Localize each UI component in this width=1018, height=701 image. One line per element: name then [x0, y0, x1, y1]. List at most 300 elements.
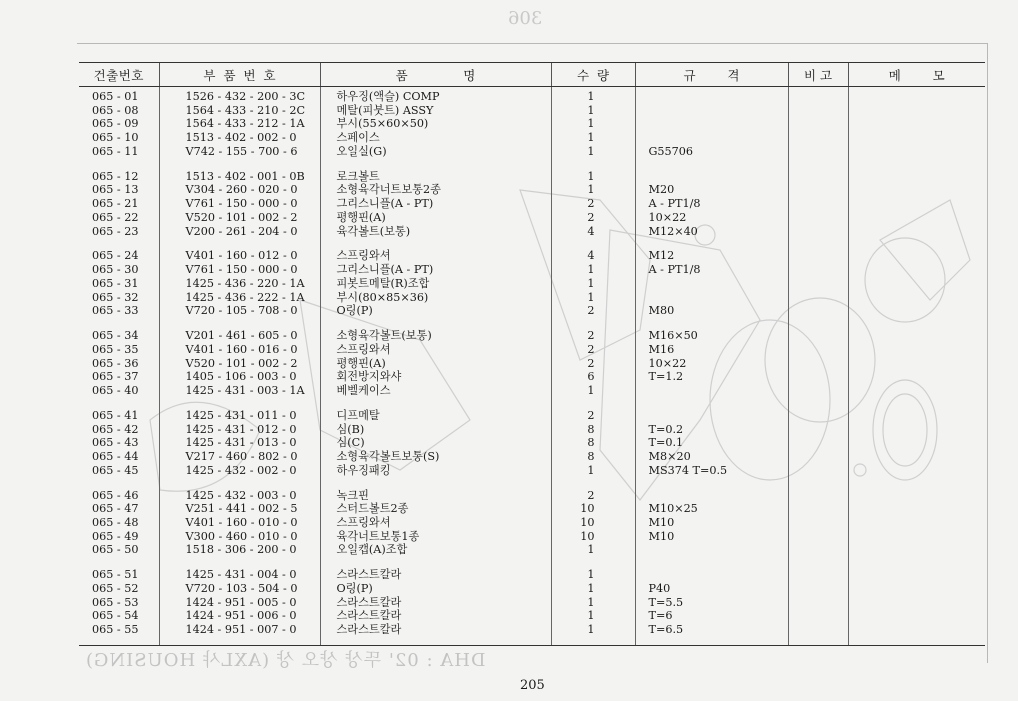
cell-quantity: 2 — [551, 329, 635, 343]
cell-spec — [635, 489, 788, 503]
table-row — [79, 384, 985, 398]
cell-spec: M8×20 — [635, 450, 788, 464]
cell-part-seq: 065 - 30 — [92, 263, 139, 277]
cell-quantity: 1 — [551, 277, 635, 291]
table-row — [79, 423, 985, 437]
cell-remark — [788, 516, 848, 530]
cell-memo — [848, 423, 985, 437]
cell-part-name: 평행핀(A) — [320, 357, 551, 371]
cell-quantity: 1 — [551, 582, 635, 596]
cell-quantity: 1 — [551, 623, 635, 637]
cell-remark — [788, 489, 848, 503]
bleed-through-number: 306 — [508, 8, 543, 29]
cell-part-seq: 065 - 49 — [92, 529, 139, 543]
table-row — [79, 464, 985, 478]
cell-memo — [848, 249, 985, 263]
cell-quantity: 2 — [551, 197, 635, 211]
cell-part-seq: 065 - 43 — [92, 436, 139, 450]
cell-part-name: 회전방지와샤 — [320, 370, 551, 384]
cell-part-number: 1425 - 431 - 012 - 0 — [159, 423, 320, 437]
table-row — [79, 291, 985, 305]
table-row — [79, 582, 985, 596]
cell-part-name: 평행핀(A) — [320, 211, 551, 225]
cell-remark — [788, 117, 848, 131]
cell-part-number: V720 - 103 - 504 - 0 — [159, 582, 320, 596]
cell-spec: M10 — [635, 516, 788, 530]
cell-part-name: 스라스트칼라 — [320, 596, 551, 610]
cell-quantity: 8 — [551, 423, 635, 437]
cell-spec: M12 — [635, 249, 788, 263]
table-row — [79, 543, 985, 557]
cell-quantity: 1 — [551, 145, 635, 159]
cell-remark — [788, 197, 848, 211]
cell-quantity: 10 — [551, 530, 635, 544]
cell-part-number: V401 - 160 - 016 - 0 — [159, 343, 320, 357]
cell-part-name: 오일캡(A)조합 — [320, 543, 551, 557]
cell-part-seq: 065 - 22 — [92, 210, 139, 224]
cell-memo — [848, 197, 985, 211]
cell-part-number: V401 - 160 - 010 - 0 — [159, 516, 320, 530]
cell-memo — [848, 211, 985, 225]
cell-part-seq: 065 - 33 — [92, 304, 139, 318]
cell-memo — [848, 87, 985, 104]
cell-spec: T=6 — [635, 609, 788, 623]
table-bottom-row — [79, 637, 985, 646]
cell-quantity: 1 — [551, 464, 635, 478]
table-row — [79, 370, 985, 384]
cell-memo — [848, 489, 985, 503]
cell-spec — [635, 104, 788, 118]
cell-remark — [788, 464, 848, 478]
cell-spec — [635, 409, 788, 423]
cell-remark — [788, 145, 848, 159]
cell-part-seq: 065 - 51 — [92, 568, 139, 582]
table-row — [79, 117, 985, 131]
cell-remark — [788, 329, 848, 343]
cell-part-seq: 065 - 09 — [92, 117, 139, 131]
cell-memo — [848, 596, 985, 610]
cell-memo — [848, 623, 985, 637]
cell-part-name: 소형육각볼트보통(S) — [320, 450, 551, 464]
table-row — [79, 489, 985, 503]
cell-memo — [848, 530, 985, 544]
cell-part-name: 스라스트칼라 — [320, 568, 551, 582]
group-spacer — [79, 398, 985, 409]
cell-remark — [788, 277, 848, 291]
cell-remark — [788, 384, 848, 398]
cell-memo — [848, 357, 985, 371]
cell-memo — [848, 582, 985, 596]
cell-part-name: 오일실(G) — [320, 145, 551, 159]
cell-quantity: 10 — [551, 516, 635, 530]
table-row — [79, 211, 985, 225]
cell-spec — [635, 87, 788, 104]
cell-spec: M20 — [635, 183, 788, 197]
cell-remark — [788, 436, 848, 450]
table-row — [79, 609, 985, 623]
cell-remark — [788, 225, 848, 239]
cell-part-number: V520 - 101 - 002 - 2 — [159, 211, 320, 225]
cell-quantity: 2 — [551, 211, 635, 225]
cell-spec: A - PT1/8 — [635, 263, 788, 277]
header-remark: 비 고 — [788, 63, 848, 87]
cell-memo — [848, 263, 985, 277]
cell-quantity: 1 — [551, 596, 635, 610]
cell-part-name: 스라스트칼라 — [320, 609, 551, 623]
cell-part-number: V201 - 461 - 605 - 0 — [159, 329, 320, 343]
cell-memo — [848, 450, 985, 464]
cell-part-number: 1513 - 402 - 001 - 0B — [159, 170, 320, 184]
cell-spec — [635, 568, 788, 582]
cell-part-number: V401 - 160 - 012 - 0 — [159, 249, 320, 263]
table-row — [79, 530, 985, 544]
cell-memo — [848, 502, 985, 516]
cell-quantity: 1 — [551, 609, 635, 623]
cell-memo — [848, 609, 985, 623]
cell-quantity: 1 — [551, 131, 635, 145]
cell-part-number: V304 - 260 - 020 - 0 — [159, 183, 320, 197]
cell-part-number: 1425 - 432 - 002 - 0 — [159, 464, 320, 478]
cell-part-seq: 065 - 45 — [92, 463, 139, 477]
cell-spec: 10×22 — [635, 357, 788, 371]
table-row — [79, 197, 985, 211]
cell-part-name: 부시(80×85×36) — [320, 291, 551, 305]
cell-part-name: 부시(55×60×50) — [320, 117, 551, 131]
cell-spec: MS374 T=0.5 — [635, 464, 788, 478]
cell-quantity: 1 — [551, 263, 635, 277]
parts-table — [79, 62, 985, 646]
cell-part-number: 1526 - 432 - 200 - 3C — [159, 87, 320, 104]
table-row — [79, 623, 985, 637]
cell-part-seq: 065 - 37 — [92, 370, 139, 384]
cell-part-name: 그리스니플(A - PT) — [320, 197, 551, 211]
cell-remark — [788, 582, 848, 596]
cell-remark — [788, 343, 848, 357]
cell-memo — [848, 145, 985, 159]
cell-memo — [848, 384, 985, 398]
cell-quantity: 8 — [551, 436, 635, 450]
cell-remark — [788, 423, 848, 437]
table-row — [79, 329, 985, 343]
table-row — [79, 145, 985, 159]
table-row — [79, 568, 985, 582]
cell-remark — [788, 357, 848, 371]
cell-remark — [788, 530, 848, 544]
cell-part-number: V520 - 101 - 002 - 2 — [159, 357, 320, 371]
cell-part-number: 1513 - 402 - 002 - 0 — [159, 131, 320, 145]
cell-memo — [848, 183, 985, 197]
table-row — [79, 131, 985, 145]
cell-quantity: 1 — [551, 183, 635, 197]
cell-quantity: 1 — [551, 384, 635, 398]
cell-part-seq: 065 - 24 — [92, 249, 139, 263]
cell-remark — [788, 450, 848, 464]
cell-spec: 10×22 — [635, 211, 788, 225]
cell-part-name: 베벨케이스 — [320, 384, 551, 398]
cell-part-number: 1425 - 432 - 003 - 0 — [159, 489, 320, 503]
cell-part-number: 1425 - 431 - 003 - 1A — [159, 384, 320, 398]
table-row — [79, 104, 985, 118]
cell-quantity: 2 — [551, 357, 635, 371]
cell-part-seq: 065 - 50 — [92, 543, 139, 557]
table-row — [79, 183, 985, 197]
cell-spec: P40 — [635, 582, 788, 596]
cell-part-number: 1564 - 433 - 212 - 1A — [159, 117, 320, 131]
parts-table-body — [79, 87, 985, 637]
cell-quantity: 1 — [551, 291, 635, 305]
cell-quantity: 1 — [551, 170, 635, 184]
cell-part-name: 스프링와셔 — [320, 516, 551, 530]
cell-remark — [788, 304, 848, 318]
table-row — [79, 225, 985, 239]
group-spacer — [79, 238, 985, 249]
cell-spec — [635, 277, 788, 291]
cell-part-number: V251 - 441 - 002 - 5 — [159, 502, 320, 516]
cell-part-name: 육각너트보통1종 — [320, 530, 551, 544]
table-row — [79, 304, 985, 318]
cell-remark — [788, 104, 848, 118]
cell-spec: A - PT1/8 — [635, 197, 788, 211]
cell-spec: M16×50 — [635, 329, 788, 343]
cell-part-name: 육각볼트(보통) — [320, 225, 551, 239]
cell-spec: T=0.2 — [635, 423, 788, 437]
cell-quantity: 1 — [551, 568, 635, 582]
cell-part-seq: 065 - 54 — [92, 609, 139, 623]
cell-part-number: V720 - 105 - 708 - 0 — [159, 304, 320, 318]
table-row — [79, 436, 985, 450]
cell-part-seq: 065 - 08 — [92, 103, 139, 117]
cell-memo — [848, 409, 985, 423]
cell-quantity: 2 — [551, 409, 635, 423]
cell-memo — [848, 291, 985, 305]
cell-remark — [788, 183, 848, 197]
table-row — [79, 87, 985, 104]
cell-part-seq: 065 - 10 — [92, 131, 139, 145]
table-row — [79, 409, 985, 423]
cell-part-seq: 065 - 42 — [92, 422, 139, 436]
header-part-seq: 건출번호 — [79, 63, 159, 87]
cell-spec — [635, 170, 788, 184]
cell-part-number: 1425 - 431 - 011 - 0 — [159, 409, 320, 423]
cell-memo — [848, 543, 985, 557]
cell-memo — [848, 104, 985, 118]
cell-part-name: 소형육각너트보통2종 — [320, 183, 551, 197]
cell-part-seq: 065 - 01 — [92, 90, 139, 103]
cell-spec — [635, 117, 788, 131]
cell-part-name: O링(P) — [320, 304, 551, 318]
cell-part-name: 메탈(피붓트) ASSY — [320, 104, 551, 118]
cell-part-number: 1425 - 431 - 004 - 0 — [159, 568, 320, 582]
cell-spec: T=1.2 — [635, 370, 788, 384]
table-row — [79, 249, 985, 263]
table-row — [79, 357, 985, 371]
table-row — [79, 170, 985, 184]
cell-part-name: 심(B) — [320, 423, 551, 437]
cell-part-seq: 065 - 46 — [92, 488, 139, 502]
cell-memo — [848, 170, 985, 184]
cell-remark — [788, 623, 848, 637]
cell-quantity: 2 — [551, 343, 635, 357]
cell-part-name: 로크볼트 — [320, 170, 551, 184]
header-part-name: 품 명 — [320, 63, 551, 87]
header-part-number: 부 품 번 호 — [159, 63, 320, 87]
group-spacer — [79, 557, 985, 568]
table-row — [79, 277, 985, 291]
cell-part-seq: 065 - 40 — [92, 383, 139, 397]
cell-part-number: V742 - 155 - 700 - 6 — [159, 145, 320, 159]
cell-part-name: 하우징(액슬) COMP — [320, 87, 551, 104]
table-row — [79, 516, 985, 530]
cell-spec — [635, 291, 788, 305]
cell-remark — [788, 291, 848, 305]
table-row — [79, 596, 985, 610]
cell-part-name: 하우징패킹 — [320, 464, 551, 478]
cell-remark — [788, 543, 848, 557]
cell-part-name: 소형육각볼트(보통) — [320, 329, 551, 343]
cell-spec: M80 — [635, 304, 788, 318]
cell-remark — [788, 409, 848, 423]
header-spec: 규 격 — [635, 63, 788, 87]
cell-quantity: 1 — [551, 117, 635, 131]
cell-part-seq: 065 - 35 — [92, 342, 139, 356]
cell-remark — [788, 170, 848, 184]
cell-part-name: 그리스니플(A - PT) — [320, 263, 551, 277]
cell-part-seq: 065 - 55 — [92, 623, 139, 637]
cell-spec: T=0.1 — [635, 436, 788, 450]
cell-memo — [848, 277, 985, 291]
cell-remark — [788, 131, 848, 145]
cell-memo — [848, 131, 985, 145]
table-row — [79, 502, 985, 516]
cell-part-seq: 065 - 12 — [92, 169, 139, 183]
cell-spec: G55706 — [635, 145, 788, 159]
cell-memo — [848, 464, 985, 478]
cell-spec: M12×40 — [635, 225, 788, 239]
cell-quantity: 1 — [551, 104, 635, 118]
cell-memo — [848, 370, 985, 384]
table-row — [79, 450, 985, 464]
cell-part-name: 녹크핀 — [320, 489, 551, 503]
cell-quantity: 1 — [551, 543, 635, 557]
cell-part-seq: 065 - 47 — [92, 502, 139, 516]
cell-part-seq: 065 - 21 — [92, 197, 139, 211]
cell-memo — [848, 225, 985, 239]
cell-quantity: 6 — [551, 370, 635, 384]
cell-part-seq: 065 - 34 — [92, 329, 139, 343]
cell-memo — [848, 304, 985, 318]
cell-remark — [788, 263, 848, 277]
cell-spec — [635, 384, 788, 398]
cell-memo — [848, 117, 985, 131]
cell-part-number: V761 - 150 - 000 - 0 — [159, 263, 320, 277]
cell-part-name: 스페이스 — [320, 131, 551, 145]
page-number: 205 — [520, 678, 545, 693]
cell-part-number: V217 - 460 - 802 - 0 — [159, 450, 320, 464]
header-quantity: 수 량 — [551, 63, 635, 87]
header-memo: 메 모 — [848, 63, 985, 87]
cell-part-number: 1424 - 951 - 005 - 0 — [159, 596, 320, 610]
group-spacer — [79, 159, 985, 170]
cell-remark — [788, 370, 848, 384]
cell-part-seq: 065 - 23 — [92, 224, 139, 238]
table-header-row — [79, 63, 985, 87]
table-row — [79, 263, 985, 277]
cell-part-seq: 065 - 36 — [92, 356, 139, 370]
cell-remark — [788, 568, 848, 582]
cell-memo — [848, 568, 985, 582]
cell-part-name: 스라스트칼라 — [320, 623, 551, 637]
cell-part-seq: 065 - 32 — [92, 290, 139, 304]
cell-part-seq: 065 - 52 — [92, 581, 139, 595]
cell-remark — [788, 87, 848, 104]
cell-part-name: 디프메탈 — [320, 409, 551, 423]
cell-part-number: 1424 - 951 - 006 - 0 — [159, 609, 320, 623]
cell-spec: M10×25 — [635, 502, 788, 516]
cell-part-number: 1425 - 431 - 013 - 0 — [159, 436, 320, 450]
cell-quantity: 10 — [551, 502, 635, 516]
cell-part-name: 심(C) — [320, 436, 551, 450]
cell-quantity: 8 — [551, 450, 635, 464]
cell-remark — [788, 609, 848, 623]
cell-spec: T=5.5 — [635, 596, 788, 610]
cell-memo — [848, 436, 985, 450]
cell-spec: M16 — [635, 343, 788, 357]
cell-part-name: 스프링와셔 — [320, 249, 551, 263]
cell-part-seq: 065 - 11 — [92, 144, 139, 158]
cell-quantity: 1 — [551, 87, 635, 104]
cell-part-seq: 065 - 53 — [92, 595, 139, 609]
cell-part-seq: 065 - 44 — [92, 449, 139, 463]
cell-part-number: 1425 - 436 - 222 - 1A — [159, 291, 320, 305]
cell-remark — [788, 249, 848, 263]
cell-quantity: 4 — [551, 225, 635, 239]
cell-part-seq: 065 - 31 — [92, 276, 139, 290]
bleed-through-text: DHA : 02' 뚜샹 샹오 샹 (AXL샤 HOUSING) — [85, 650, 486, 671]
cell-part-name: 스프링와셔 — [320, 343, 551, 357]
cell-memo — [848, 516, 985, 530]
group-spacer — [79, 477, 985, 488]
cell-remark — [788, 502, 848, 516]
cell-part-number: V200 - 261 - 204 - 0 — [159, 225, 320, 239]
cell-spec — [635, 543, 788, 557]
cell-remark — [788, 211, 848, 225]
cell-spec: M10 — [635, 530, 788, 544]
cell-memo — [848, 329, 985, 343]
group-spacer — [79, 318, 985, 329]
cell-spec — [635, 131, 788, 145]
cell-part-seq: 065 - 48 — [92, 515, 139, 529]
cell-part-name: 스터드볼트2종 — [320, 502, 551, 516]
cell-memo — [848, 343, 985, 357]
cell-part-number: 1424 - 951 - 007 - 0 — [159, 623, 320, 637]
page-frame-right — [987, 43, 988, 663]
cell-quantity: 4 — [551, 249, 635, 263]
page-frame-top — [77, 43, 987, 44]
cell-quantity: 2 — [551, 489, 635, 503]
cell-spec: T=6.5 — [635, 623, 788, 637]
cell-part-number: 1425 - 436 - 220 - 1A — [159, 277, 320, 291]
cell-part-seq: 065 - 41 — [92, 408, 139, 422]
cell-part-number: V300 - 460 - 010 - 0 — [159, 530, 320, 544]
cell-part-seq: 065 - 13 — [92, 183, 139, 197]
table-row — [79, 343, 985, 357]
cell-part-number: 1518 - 306 - 200 - 0 — [159, 543, 320, 557]
cell-remark — [788, 596, 848, 610]
cell-part-number: 1405 - 106 - 003 - 0 — [159, 370, 320, 384]
cell-part-name: 피봇트메탈(R)조합 — [320, 277, 551, 291]
cell-quantity: 2 — [551, 304, 635, 318]
cell-part-number: V761 - 150 - 000 - 0 — [159, 197, 320, 211]
